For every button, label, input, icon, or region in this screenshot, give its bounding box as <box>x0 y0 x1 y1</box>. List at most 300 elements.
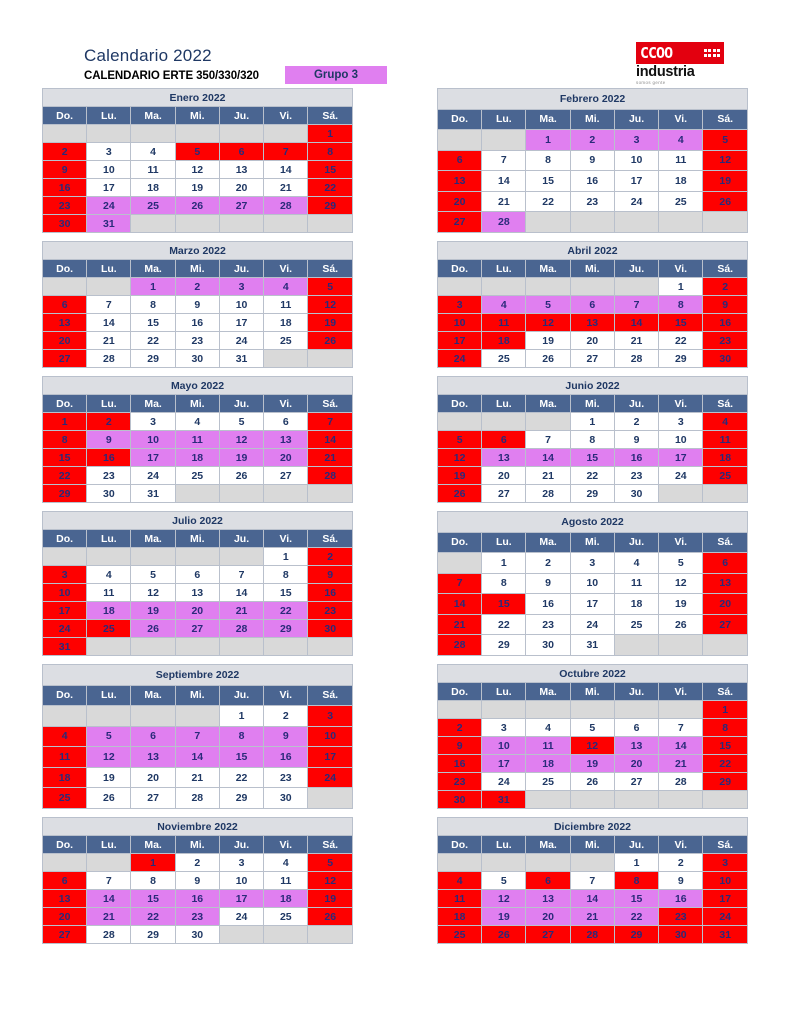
day-cell[interactable]: 22 <box>526 191 570 212</box>
day-cell[interactable]: 30 <box>526 635 570 656</box>
day-cell[interactable]: 30 <box>175 926 219 944</box>
day-cell[interactable]: 16 <box>703 314 748 332</box>
day-cell[interactable]: 24 <box>219 908 263 926</box>
day-cell[interactable]: 29 <box>308 197 353 215</box>
day-cell[interactable]: 29 <box>131 350 175 368</box>
day-cell[interactable]: 9 <box>43 161 87 179</box>
day-cell[interactable]: 11 <box>87 584 131 602</box>
day-cell[interactable]: 27 <box>703 614 748 635</box>
day-cell[interactable]: 11 <box>703 431 748 449</box>
day-cell[interactable]: 24 <box>308 767 353 788</box>
day-cell[interactable]: 23 <box>570 191 614 212</box>
day-cell[interactable]: 10 <box>703 872 748 890</box>
day-cell[interactable]: 4 <box>131 143 175 161</box>
day-cell[interactable]: 17 <box>43 602 87 620</box>
day-cell[interactable]: 16 <box>175 314 219 332</box>
day-cell[interactable]: 25 <box>43 788 87 809</box>
day-cell[interactable]: 22 <box>482 614 526 635</box>
day-cell[interactable]: 28 <box>438 635 482 656</box>
day-cell[interactable]: 25 <box>703 467 748 485</box>
day-cell[interactable]: 26 <box>659 614 703 635</box>
day-cell[interactable]: 9 <box>175 872 219 890</box>
day-cell[interactable]: 9 <box>570 150 614 171</box>
day-cell[interactable]: 4 <box>43 726 87 747</box>
day-cell[interactable]: 2 <box>264 706 308 727</box>
day-cell[interactable]: 12 <box>482 890 526 908</box>
day-cell[interactable]: 10 <box>219 296 263 314</box>
day-cell[interactable]: 15 <box>219 747 263 768</box>
day-cell[interactable]: 15 <box>659 314 703 332</box>
day-cell[interactable]: 17 <box>659 449 703 467</box>
day-cell[interactable]: 28 <box>87 350 131 368</box>
day-cell[interactable]: 31 <box>87 215 131 233</box>
day-cell[interactable]: 4 <box>264 854 308 872</box>
day-cell[interactable]: 15 <box>482 594 526 615</box>
day-cell[interactable]: 7 <box>87 296 131 314</box>
day-cell[interactable]: 31 <box>219 350 263 368</box>
day-cell[interactable]: 23 <box>438 773 482 791</box>
day-cell[interactable]: 4 <box>614 553 658 574</box>
day-cell[interactable]: 23 <box>526 614 570 635</box>
day-cell[interactable]: 10 <box>87 161 131 179</box>
day-cell[interactable]: 24 <box>570 614 614 635</box>
day-cell[interactable]: 13 <box>526 890 570 908</box>
day-cell[interactable]: 3 <box>438 296 482 314</box>
day-cell[interactable]: 26 <box>87 788 131 809</box>
day-cell[interactable]: 14 <box>482 171 526 192</box>
day-cell[interactable]: 1 <box>131 278 175 296</box>
day-cell[interactable]: 24 <box>438 350 482 368</box>
day-cell[interactable]: 2 <box>87 413 131 431</box>
day-cell[interactable]: 22 <box>659 332 703 350</box>
day-cell[interactable]: 5 <box>482 872 526 890</box>
day-cell[interactable]: 13 <box>614 737 658 755</box>
day-cell[interactable]: 14 <box>219 584 263 602</box>
day-cell[interactable]: 17 <box>438 332 482 350</box>
day-cell[interactable]: 8 <box>131 872 175 890</box>
day-cell[interactable]: 11 <box>43 747 87 768</box>
day-cell[interactable]: 11 <box>131 161 175 179</box>
day-cell[interactable]: 24 <box>614 191 658 212</box>
day-cell[interactable]: 10 <box>43 584 87 602</box>
day-cell[interactable]: 15 <box>526 171 570 192</box>
day-cell[interactable]: 23 <box>264 767 308 788</box>
day-cell[interactable]: 2 <box>703 278 748 296</box>
day-cell[interactable]: 8 <box>526 150 570 171</box>
day-cell[interactable]: 13 <box>482 449 526 467</box>
day-cell[interactable]: 3 <box>482 719 526 737</box>
day-cell[interactable]: 1 <box>219 706 263 727</box>
day-cell[interactable]: 22 <box>43 467 87 485</box>
day-cell[interactable]: 6 <box>264 413 308 431</box>
day-cell[interactable]: 19 <box>131 602 175 620</box>
day-cell[interactable]: 6 <box>175 566 219 584</box>
day-cell[interactable]: 5 <box>438 431 482 449</box>
day-cell[interactable]: 8 <box>308 143 353 161</box>
day-cell[interactable]: 15 <box>131 890 175 908</box>
day-cell[interactable]: 1 <box>482 553 526 574</box>
day-cell[interactable]: 20 <box>219 179 263 197</box>
day-cell[interactable]: 17 <box>219 314 263 332</box>
day-cell[interactable]: 22 <box>703 755 748 773</box>
day-cell[interactable]: 3 <box>614 130 658 151</box>
day-cell[interactable]: 13 <box>570 314 614 332</box>
day-cell[interactable]: 18 <box>703 449 748 467</box>
day-cell[interactable]: 20 <box>131 767 175 788</box>
day-cell[interactable]: 25 <box>438 926 482 944</box>
day-cell[interactable]: 15 <box>43 449 87 467</box>
day-cell[interactable]: 9 <box>526 573 570 594</box>
day-cell[interactable]: 26 <box>703 191 748 212</box>
day-cell[interactable]: 7 <box>308 413 353 431</box>
day-cell[interactable]: 28 <box>308 467 353 485</box>
day-cell[interactable]: 14 <box>438 594 482 615</box>
day-cell[interactable]: 6 <box>482 431 526 449</box>
day-cell[interactable]: 29 <box>131 926 175 944</box>
day-cell[interactable]: 8 <box>482 573 526 594</box>
day-cell[interactable]: 10 <box>570 573 614 594</box>
day-cell[interactable]: 19 <box>308 890 353 908</box>
day-cell[interactable]: 14 <box>526 449 570 467</box>
day-cell[interactable]: 29 <box>264 620 308 638</box>
day-cell[interactable]: 28 <box>219 620 263 638</box>
day-cell[interactable]: 27 <box>175 620 219 638</box>
day-cell[interactable]: 20 <box>526 908 570 926</box>
day-cell[interactable]: 7 <box>482 150 526 171</box>
day-cell[interactable]: 21 <box>438 614 482 635</box>
day-cell[interactable]: 27 <box>264 467 308 485</box>
day-cell[interactable]: 5 <box>659 553 703 574</box>
day-cell[interactable]: 26 <box>308 332 353 350</box>
day-cell[interactable]: 30 <box>659 926 703 944</box>
day-cell[interactable]: 13 <box>219 161 263 179</box>
day-cell[interactable]: 6 <box>570 296 614 314</box>
day-cell[interactable]: 19 <box>87 767 131 788</box>
day-cell[interactable]: 21 <box>526 467 570 485</box>
day-cell[interactable]: 20 <box>43 908 87 926</box>
day-cell[interactable]: 27 <box>438 212 482 233</box>
day-cell[interactable]: 3 <box>43 566 87 584</box>
day-cell[interactable]: 12 <box>87 747 131 768</box>
day-cell[interactable]: 1 <box>570 413 614 431</box>
day-cell[interactable]: 3 <box>659 413 703 431</box>
day-cell[interactable]: 3 <box>570 553 614 574</box>
day-cell[interactable]: 25 <box>87 620 131 638</box>
day-cell[interactable]: 25 <box>131 197 175 215</box>
day-cell[interactable]: 16 <box>438 755 482 773</box>
day-cell[interactable]: 8 <box>570 431 614 449</box>
day-cell[interactable]: 17 <box>614 171 658 192</box>
day-cell[interactable]: 12 <box>703 150 748 171</box>
day-cell[interactable]: 8 <box>131 296 175 314</box>
day-cell[interactable]: 17 <box>308 747 353 768</box>
day-cell[interactable]: 28 <box>659 773 703 791</box>
day-cell[interactable]: 1 <box>308 125 353 143</box>
day-cell[interactable]: 6 <box>131 726 175 747</box>
day-cell[interactable]: 30 <box>87 485 131 503</box>
day-cell[interactable]: 17 <box>570 594 614 615</box>
day-cell[interactable]: 2 <box>438 719 482 737</box>
day-cell[interactable]: 20 <box>438 191 482 212</box>
day-cell[interactable]: 28 <box>175 788 219 809</box>
day-cell[interactable]: 8 <box>659 296 703 314</box>
day-cell[interactable]: 5 <box>308 854 353 872</box>
day-cell[interactable]: 27 <box>482 485 526 503</box>
day-cell[interactable]: 17 <box>131 449 175 467</box>
day-cell[interactable]: 17 <box>482 755 526 773</box>
day-cell[interactable]: 16 <box>659 890 703 908</box>
day-cell[interactable]: 12 <box>526 314 570 332</box>
day-cell[interactable]: 22 <box>219 767 263 788</box>
day-cell[interactable]: 6 <box>526 872 570 890</box>
day-cell[interactable]: 22 <box>614 908 658 926</box>
day-cell[interactable]: 29 <box>43 485 87 503</box>
day-cell[interactable]: 18 <box>438 908 482 926</box>
day-cell[interactable]: 18 <box>659 171 703 192</box>
day-cell[interactable]: 3 <box>703 854 748 872</box>
day-cell[interactable]: 3 <box>131 413 175 431</box>
day-cell[interactable]: 24 <box>131 467 175 485</box>
day-cell[interactable]: 28 <box>482 212 526 233</box>
day-cell[interactable]: 24 <box>87 197 131 215</box>
day-cell[interactable]: 18 <box>482 332 526 350</box>
day-cell[interactable]: 21 <box>570 908 614 926</box>
day-cell[interactable]: 9 <box>703 296 748 314</box>
day-cell[interactable]: 20 <box>43 332 87 350</box>
day-cell[interactable]: 31 <box>482 791 526 809</box>
day-cell[interactable]: 2 <box>659 854 703 872</box>
day-cell[interactable]: 20 <box>175 602 219 620</box>
day-cell[interactable]: 18 <box>131 179 175 197</box>
day-cell[interactable]: 5 <box>131 566 175 584</box>
day-cell[interactable]: 6 <box>43 296 87 314</box>
day-cell[interactable]: 23 <box>659 908 703 926</box>
day-cell[interactable]: 27 <box>43 926 87 944</box>
day-cell[interactable]: 14 <box>659 737 703 755</box>
day-cell[interactable]: 6 <box>43 872 87 890</box>
day-cell[interactable]: 19 <box>219 449 263 467</box>
day-cell[interactable]: 5 <box>570 719 614 737</box>
day-cell[interactable]: 19 <box>482 908 526 926</box>
day-cell[interactable]: 25 <box>482 350 526 368</box>
day-cell[interactable]: 11 <box>264 296 308 314</box>
day-cell[interactable]: 10 <box>438 314 482 332</box>
day-cell[interactable]: 29 <box>659 350 703 368</box>
day-cell[interactable]: 27 <box>131 788 175 809</box>
day-cell[interactable]: 19 <box>308 314 353 332</box>
day-cell[interactable]: 27 <box>570 350 614 368</box>
day-cell[interactable]: 12 <box>438 449 482 467</box>
day-cell[interactable]: 9 <box>264 726 308 747</box>
day-cell[interactable]: 20 <box>570 332 614 350</box>
day-cell[interactable]: 3 <box>87 143 131 161</box>
day-cell[interactable]: 29 <box>219 788 263 809</box>
day-cell[interactable]: 18 <box>614 594 658 615</box>
day-cell[interactable]: 23 <box>175 908 219 926</box>
day-cell[interactable]: 19 <box>659 594 703 615</box>
day-cell[interactable]: 31 <box>570 635 614 656</box>
day-cell[interactable]: 22 <box>131 908 175 926</box>
day-cell[interactable]: 1 <box>43 413 87 431</box>
day-cell[interactable]: 29 <box>703 773 748 791</box>
day-cell[interactable]: 20 <box>614 755 658 773</box>
day-cell[interactable]: 12 <box>308 872 353 890</box>
day-cell[interactable]: 10 <box>131 431 175 449</box>
day-cell[interactable]: 20 <box>482 467 526 485</box>
day-cell[interactable]: 1 <box>659 278 703 296</box>
day-cell[interactable]: 16 <box>264 747 308 768</box>
day-cell[interactable]: 10 <box>308 726 353 747</box>
day-cell[interactable]: 2 <box>526 553 570 574</box>
day-cell[interactable]: 22 <box>264 602 308 620</box>
day-cell[interactable]: 20 <box>703 594 748 615</box>
day-cell[interactable]: 22 <box>570 467 614 485</box>
day-cell[interactable]: 11 <box>175 431 219 449</box>
day-cell[interactable]: 6 <box>703 553 748 574</box>
day-cell[interactable]: 23 <box>614 467 658 485</box>
day-cell[interactable]: 12 <box>570 737 614 755</box>
day-cell[interactable]: 23 <box>175 332 219 350</box>
day-cell[interactable]: 21 <box>659 755 703 773</box>
day-cell[interactable]: 16 <box>570 171 614 192</box>
day-cell[interactable]: 10 <box>659 431 703 449</box>
day-cell[interactable]: 16 <box>308 584 353 602</box>
day-cell[interactable]: 2 <box>570 130 614 151</box>
day-cell[interactable]: 8 <box>43 431 87 449</box>
day-cell[interactable]: 18 <box>264 890 308 908</box>
day-cell[interactable]: 2 <box>175 854 219 872</box>
day-cell[interactable]: 15 <box>264 584 308 602</box>
day-cell[interactable]: 23 <box>703 332 748 350</box>
day-cell[interactable]: 14 <box>308 431 353 449</box>
day-cell[interactable]: 15 <box>570 449 614 467</box>
day-cell[interactable]: 4 <box>175 413 219 431</box>
day-cell[interactable]: 31 <box>43 638 87 656</box>
day-cell[interactable]: 6 <box>438 150 482 171</box>
day-cell[interactable]: 3 <box>219 278 263 296</box>
day-cell[interactable]: 16 <box>87 449 131 467</box>
day-cell[interactable]: 25 <box>614 614 658 635</box>
day-cell[interactable]: 4 <box>659 130 703 151</box>
day-cell[interactable]: 27 <box>614 773 658 791</box>
day-cell[interactable]: 31 <box>131 485 175 503</box>
day-cell[interactable]: 9 <box>438 737 482 755</box>
day-cell[interactable]: 26 <box>131 620 175 638</box>
day-cell[interactable]: 25 <box>659 191 703 212</box>
day-cell[interactable]: 15 <box>131 314 175 332</box>
day-cell[interactable]: 17 <box>87 179 131 197</box>
day-cell[interactable]: 11 <box>264 872 308 890</box>
day-cell[interactable]: 25 <box>526 773 570 791</box>
day-cell[interactable]: 15 <box>308 161 353 179</box>
day-cell[interactable]: 27 <box>43 350 87 368</box>
day-cell[interactable]: 2 <box>43 143 87 161</box>
day-cell[interactable]: 10 <box>219 872 263 890</box>
day-cell[interactable]: 24 <box>43 620 87 638</box>
day-cell[interactable]: 7 <box>526 431 570 449</box>
day-cell[interactable]: 19 <box>438 467 482 485</box>
day-cell[interactable]: 28 <box>614 350 658 368</box>
day-cell[interactable]: 30 <box>703 350 748 368</box>
day-cell[interactable]: 8 <box>219 726 263 747</box>
day-cell[interactable]: 14 <box>175 747 219 768</box>
day-cell[interactable]: 9 <box>308 566 353 584</box>
day-cell[interactable]: 15 <box>614 890 658 908</box>
day-cell[interactable]: 29 <box>570 485 614 503</box>
day-cell[interactable]: 11 <box>438 890 482 908</box>
day-cell[interactable]: 14 <box>87 890 131 908</box>
day-cell[interactable]: 4 <box>482 296 526 314</box>
day-cell[interactable]: 24 <box>703 908 748 926</box>
day-cell[interactable]: 1 <box>264 548 308 566</box>
day-cell[interactable]: 12 <box>659 573 703 594</box>
day-cell[interactable]: 1 <box>614 854 658 872</box>
day-cell[interactable]: 9 <box>614 431 658 449</box>
day-cell[interactable]: 14 <box>614 314 658 332</box>
day-cell[interactable]: 18 <box>43 767 87 788</box>
day-cell[interactable]: 25 <box>264 332 308 350</box>
day-cell[interactable]: 13 <box>175 584 219 602</box>
day-cell[interactable]: 17 <box>219 890 263 908</box>
day-cell[interactable]: 11 <box>659 150 703 171</box>
day-cell[interactable]: 23 <box>308 602 353 620</box>
day-cell[interactable]: 21 <box>175 767 219 788</box>
day-cell[interactable]: 7 <box>614 296 658 314</box>
day-cell[interactable]: 13 <box>264 431 308 449</box>
day-cell[interactable]: 4 <box>264 278 308 296</box>
day-cell[interactable]: 12 <box>131 584 175 602</box>
day-cell[interactable]: 27 <box>219 197 263 215</box>
day-cell[interactable]: 22 <box>308 179 353 197</box>
day-cell[interactable]: 13 <box>43 314 87 332</box>
day-cell[interactable]: 21 <box>219 602 263 620</box>
day-cell[interactable]: 21 <box>308 449 353 467</box>
day-cell[interactable]: 23 <box>43 197 87 215</box>
day-cell[interactable]: 9 <box>175 296 219 314</box>
day-cell[interactable]: 6 <box>614 719 658 737</box>
day-cell[interactable]: 11 <box>482 314 526 332</box>
day-cell[interactable]: 12 <box>219 431 263 449</box>
day-cell[interactable]: 14 <box>264 161 308 179</box>
day-cell[interactable]: 30 <box>308 620 353 638</box>
day-cell[interactable]: 26 <box>175 197 219 215</box>
day-cell[interactable]: 7 <box>659 719 703 737</box>
day-cell[interactable]: 30 <box>438 791 482 809</box>
day-cell[interactable]: 31 <box>703 926 748 944</box>
day-cell[interactable]: 14 <box>570 890 614 908</box>
day-cell[interactable]: 7 <box>570 872 614 890</box>
day-cell[interactable]: 1 <box>526 130 570 151</box>
day-cell[interactable]: 5 <box>526 296 570 314</box>
day-cell[interactable]: 28 <box>87 926 131 944</box>
day-cell[interactable]: 26 <box>526 350 570 368</box>
day-cell[interactable]: 18 <box>526 755 570 773</box>
day-cell[interactable]: 24 <box>482 773 526 791</box>
day-cell[interactable]: 26 <box>482 926 526 944</box>
day-cell[interactable]: 28 <box>570 926 614 944</box>
day-cell[interactable]: 29 <box>614 926 658 944</box>
day-cell[interactable]: 4 <box>438 872 482 890</box>
day-cell[interactable]: 16 <box>526 594 570 615</box>
day-cell[interactable]: 9 <box>659 872 703 890</box>
day-cell[interactable]: 1 <box>703 701 748 719</box>
day-cell[interactable]: 8 <box>703 719 748 737</box>
day-cell[interactable]: 13 <box>43 890 87 908</box>
day-cell[interactable]: 4 <box>526 719 570 737</box>
day-cell[interactable]: 21 <box>87 908 131 926</box>
day-cell[interactable]: 4 <box>703 413 748 431</box>
day-cell[interactable]: 1 <box>131 854 175 872</box>
